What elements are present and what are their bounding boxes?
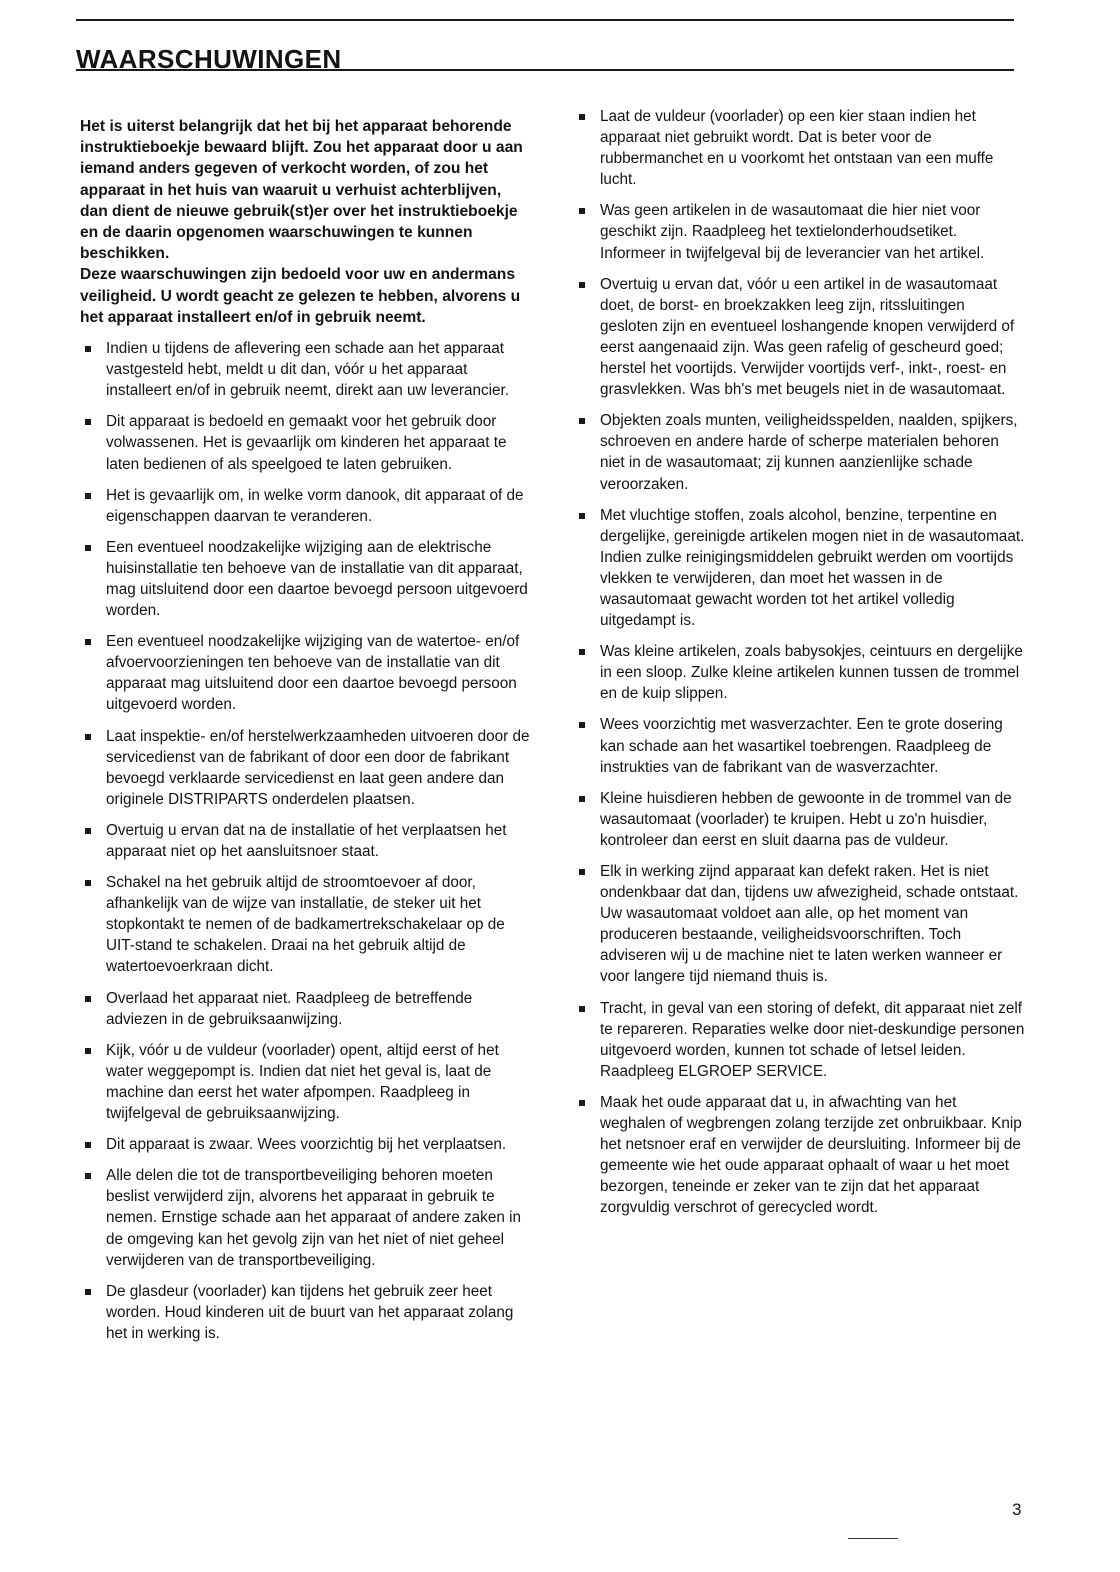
bullet-icon bbox=[579, 418, 585, 424]
bullet-icon bbox=[85, 1173, 91, 1179]
list-item: Laat inspektie- en/of herstelwerkzaamheden uitvoeren door de servicedienst van de fabrikant of door een door de fabrikant bevoegd verklaarde servicedienst en laat geen andere dan originele DISTRIPARTS onderdelen plaatsen. bbox=[80, 726, 532, 810]
bullet-icon bbox=[85, 880, 91, 886]
right-column bbox=[574, 106, 1026, 1229]
list-item: Was geen artikelen in de wasautomaat die hier niet voor geschikt zijn. Raadpleeg het textielonderhoudsetiket. Informeer in twijfelgeval bij de leverancier van het artikel. bbox=[574, 200, 1026, 263]
bullet-icon bbox=[579, 649, 585, 655]
list-item: Tracht, in geval van een storing of defekt, dit apparaat niet zelf te repareren. Reparaties welke door niet-deskundige personen uitgevoerd worden, kunnen tot schade of letsel leiden. Raadpleeg ELGROEP SERVICE. bbox=[574, 998, 1026, 1082]
list-item: Alle delen die tot de transportbeveiliging behoren moeten beslist verwijderd zijn, alvorens het apparaat in gebruik te nemen. Ernstige schade aan het apparaat of andere zaken in de omgeving kan het gevolg zijn van het niet of niet geheel verwijderen van de transportbeveiliging. bbox=[80, 1165, 532, 1270]
list-item: Kijk, vóór u de vuldeur (voorlader) opent, altijd eerst of het water weggepompt is. Indien dat niet het geval is, laat de machine dan eerst het water afpompen. Raadpleeg in twijfelgeval de gebruiksaanwijzing. bbox=[80, 1040, 532, 1124]
page-title: WAARSCHUWINGEN bbox=[76, 44, 342, 74]
list-item: Met vluchtige stoffen, zoals alcohol, benzine, terpentine en dergelijke, gereinigde artikelen mogen niet in de wasautomaat. Indien zulke reinigingsmiddelen gebruikt werden om voortijds vlekken te verwijderen, dan moet het wassen in de wasautomaat gewacht worden tot het artikel volledig uitgedampt is. bbox=[574, 505, 1026, 632]
bullet-icon bbox=[579, 282, 585, 288]
bullet-icon bbox=[85, 346, 91, 352]
list-item: Schakel na het gebruik altijd de stroomtoevoer af door, afhankelijk van de wijze van installatie, de steker uit het stopkontakt te nemen of de badkamertrekschakelaar op de UIT-stand te schakelen. Draai na het gebruik altijd de watertoevoerkraan dicht. bbox=[80, 872, 532, 977]
bullet-icon bbox=[85, 734, 91, 740]
bullet-icon bbox=[579, 722, 585, 728]
list-item: Maak het oude apparaat dat u, in afwachting van het weghalen of wegbrengen zolang terzijde zet onbruikbaar. Knip het netsnoer eraf en verwijder de deursluiting. Informeer bij de gemeente wie het oude apparaat ophaalt of waar u het moet bezorgen, teneinde er zeker van te zijn dat het apparaat zorgvuldig verschrot of gerecycled wordt. bbox=[574, 1092, 1026, 1219]
bullet-icon bbox=[85, 1289, 91, 1295]
footer-rule bbox=[848, 1538, 898, 1539]
bullet-icon bbox=[579, 114, 585, 120]
bullet-icon bbox=[85, 493, 91, 499]
title-underline bbox=[76, 69, 1014, 71]
list-item: Kleine huisdieren hebben de gewoonte in de trommel van de wasautomaat (voorlader) te kruipen. Hebt u zo'n huisdier, kontroleer dan eerst en sluit daarna pas de vuldeur. bbox=[574, 788, 1026, 851]
list-item: Was kleine artikelen, zoals babysokjes, ceintuurs en dergelijke in een sloop. Zulke kleine artikelen kunnen tussen de trommel en de kuip slippen. bbox=[574, 641, 1026, 704]
bullet-icon bbox=[85, 996, 91, 1002]
list-item: Overtuig u ervan dat na de installatie of het verplaatsen het apparaat niet op het aansluitsnoer staat. bbox=[80, 820, 532, 862]
warning-list-right bbox=[574, 106, 1026, 1219]
page-number: 3 bbox=[1012, 1500, 1022, 1519]
list-item: Een eventueel noodzakelijke wijziging van de watertoe- en/of afvoervoorzieningen ten behoeve van de installatie van dit apparaat mag uitsluitend door een daartoe bevoegd persoon uitgevoerd worden. bbox=[80, 631, 532, 715]
list-item: Overtuig u ervan dat, vóór u een artikel in de wasautomaat doet, de borst- en broekzakken leeg zijn, ritssluitingen gesloten zijn en eventueel loshangende knopen verwijderd of eerst aangenaaid zijn. Was geen rafelig of gescheurd goed; herstel het voortijds. Verwijder voortijds verf-, inkt-, roest- en grasvlekken. Was bh's met beugels niet in de wasautomaat. bbox=[574, 274, 1026, 401]
intro-paragraph-1: Het is uiterst belangrijk dat het bij het apparaat behorende instruktieboekje bewaard blijft. Zou het apparaat door u aan iemand anders gegeven of verkocht worden, of zou het apparaat in het huis van waaruit u verhuist achterblijven, dan dient de nieuwe gebruik(st)er over het instruktieboekje en de daarin opgenomen waarschuwingen te kunnen beschikken. bbox=[80, 118, 523, 263]
list-item: Elk in werking zijnd apparaat kan defekt raken. Het is niet ondenkbaar dat dan, tijdens uw afwezigheid, schade ontstaat. Uw wasautomaat voldoet aan alle, op het moment van produceren bestaande, veiligheidsvoorschriften. Toch adviseren wij u de machine niet te laten werken wanneer er voor langere tijd niemand thuis is. bbox=[574, 861, 1026, 988]
bullet-icon bbox=[579, 208, 585, 214]
bullet-icon bbox=[579, 869, 585, 875]
list-item: Wees voorzichtig met wasverzachter. Een te grote dosering kan schade aan het wasartikel toebrengen. Raadpleeg de instrukties van de fabrikant van de wasverzachter. bbox=[574, 714, 1026, 777]
bullet-icon bbox=[85, 828, 91, 834]
intro-paragraph-2: Deze waarschuwingen zijn bedoeld voor uw en andermans veiligheid. U wordt geacht ze gelezen te hebben, alvorens u het apparaat installeert en/of in gebruik neemt. bbox=[80, 266, 521, 326]
bullet-icon bbox=[85, 419, 91, 425]
list-item: De glasdeur (voorlader) kan tijdens het gebruik zeer heet worden. Houd kinderen uit de buurt van het apparaat zolang het in werking is. bbox=[80, 1281, 532, 1344]
bullet-icon bbox=[85, 1048, 91, 1054]
list-item: Een eventueel noodzakelijke wijziging aan de elektrische huisinstallatie ten behoeve van de installatie van dit apparaat, mag uitsluitend door een daartoe bevoegd persoon uitgevoerd worden. bbox=[80, 537, 532, 621]
list-item: Overlaad het apparaat niet. Raadpleeg de betreffende adviezen in de gebruiksaanwijzing. bbox=[80, 988, 532, 1030]
list-item: Objekten zoals munten, veiligheidsspelden, naalden, spijkers, schroeven en andere harde of scherpe materialen behoren niet in de wasautomaat; zij kunnen aanzienlijke schade veroorzaken. bbox=[574, 410, 1026, 494]
bullet-icon bbox=[579, 1100, 585, 1106]
list-item: Laat de vuldeur (voorlader) op een kier staan indien het apparaat niet gebruikt wordt. Dat is beter voor de rubbermanchet en u voorkomt het ontstaan van een muffe lucht. bbox=[574, 106, 1026, 190]
top-rule bbox=[76, 19, 1014, 21]
list-item: Het is gevaarlijk om, in welke vorm danook, dit apparaat of de eigenschappen daarvan te veranderen. bbox=[80, 485, 532, 527]
bullet-icon bbox=[85, 545, 91, 551]
bullet-icon bbox=[579, 513, 585, 519]
bullet-icon bbox=[579, 796, 585, 802]
list-item: Indien u tijdens de aflevering een schade aan het apparaat vastgesteld hebt, meldt u dit dan, vóór u het apparaat installeert en/of in gebruik neemt, direkt aan uw leverancier. bbox=[80, 338, 532, 401]
warning-list-left bbox=[80, 338, 532, 1344]
bullet-icon bbox=[579, 1006, 585, 1012]
list-item: Dit apparaat is zwaar. Wees voorzichtig bij het verplaatsen. bbox=[80, 1134, 532, 1155]
left-column bbox=[80, 116, 532, 1354]
list-item: Dit apparaat is bedoeld en gemaakt voor het gebruik door volwassenen. Het is gevaarlijk om kinderen het apparaat te laten bedienen of als speelgoed te laten gebruiken. bbox=[80, 411, 532, 474]
bullet-icon bbox=[85, 1142, 91, 1148]
bullet-icon bbox=[85, 639, 91, 645]
intro-block bbox=[80, 116, 532, 328]
